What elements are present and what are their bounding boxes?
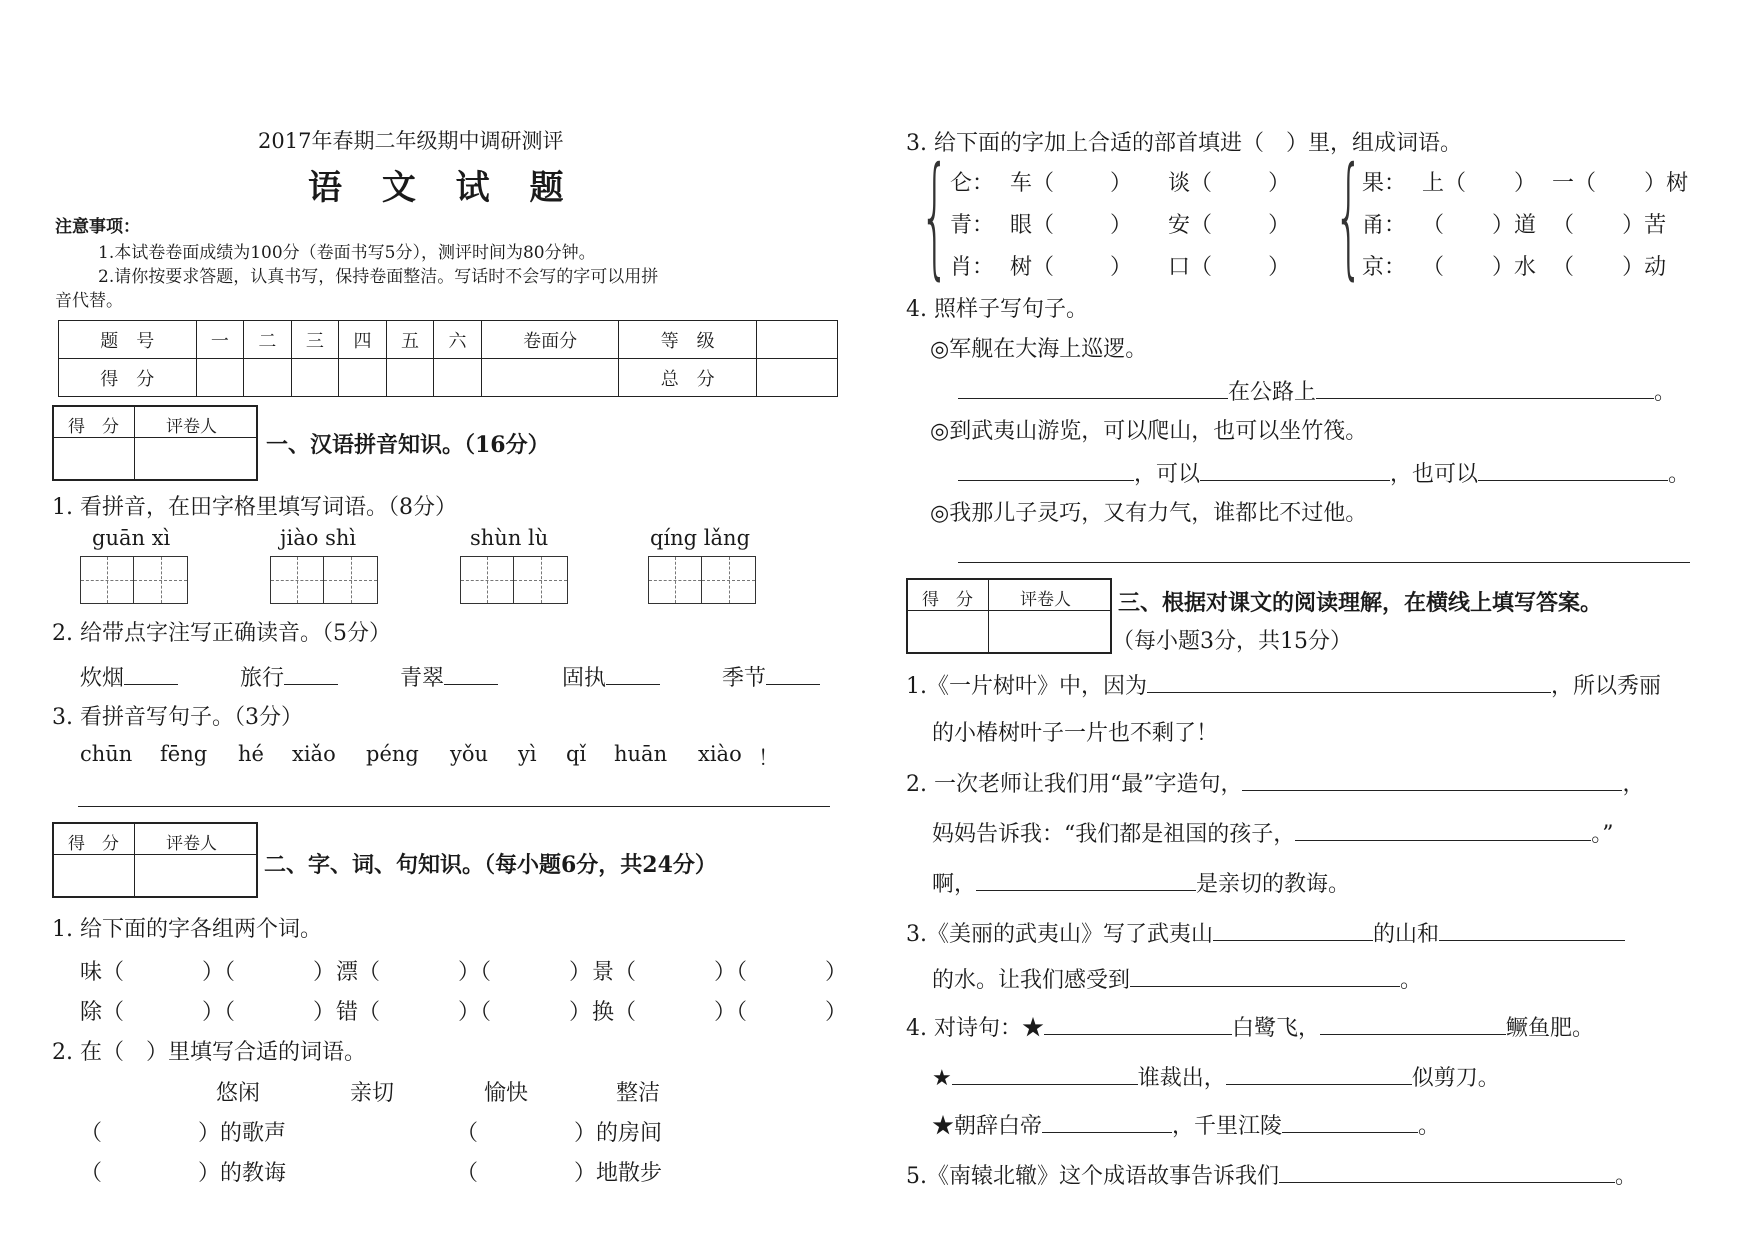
q-text: 1.《一片树叶》中，因为 (906, 674, 1147, 700)
score-table-row-label: 得 分 (59, 359, 197, 397)
radical-text: （ (1422, 255, 1445, 280)
score-table-cell[interactable] (757, 359, 838, 397)
fill-item-text: ）的教诲 (198, 1161, 287, 1186)
radical-text: ）动 (1622, 255, 1667, 280)
tianzige-group[interactable] (460, 556, 568, 608)
group-char: 景 (592, 960, 615, 985)
word-option: 整洁 (616, 1081, 661, 1106)
group-char: 除 (80, 1000, 103, 1025)
imitate-text: ，也可以 (1390, 462, 1479, 488)
q-text: 5.《南辕北辙》这个成语故事告诉我们 (906, 1164, 1279, 1190)
tianzige-group[interactable] (270, 556, 378, 608)
left-brace: { (920, 139, 950, 293)
imitate-text: 在公路上 (1228, 380, 1317, 406)
q-text: ★ (932, 1066, 952, 1092)
sentence-pinyin: chūn (80, 742, 133, 766)
section-2-score-box (52, 822, 258, 898)
score-table-header: 题 号 (59, 321, 197, 359)
sec3-question-2-end[interactable] (932, 866, 1350, 898)
notice-line-3: 音代替。 (55, 291, 123, 311)
sentence-pinyin: xiǎo (292, 742, 336, 766)
radical-text: ） (1110, 213, 1133, 238)
q-punct: 。 (1418, 1114, 1441, 1140)
q-text: 3.《美丽的武夷山》写了武夷山 (906, 922, 1213, 948)
imitate-punct: 。 (1654, 380, 1677, 406)
example-sentence: ◎我那儿子灵巧，又有力气，谁都比不过他。 (930, 501, 1368, 526)
reading-word: 青翠 (400, 666, 445, 692)
radical-text: ） (1268, 255, 1291, 280)
score-table-header: 五 (386, 321, 434, 359)
reading-item[interactable] (400, 660, 498, 692)
radical-text: （ (1552, 213, 1575, 238)
sentence-pinyin: huān (614, 742, 668, 766)
sec3-question-4-line3[interactable] (932, 1108, 1440, 1140)
q-text: 的水。让我们感受到 (932, 968, 1131, 994)
radical-text: ）苦 (1622, 213, 1667, 238)
q-punct: ， (1622, 772, 1645, 798)
score-label: 得 分 (922, 590, 973, 610)
sentence-pinyin: yǒu (450, 742, 489, 766)
score-table (58, 320, 838, 397)
section-3-title: 三、根据对课文的阅读理解，在横线上填写答案。 (1118, 590, 1603, 616)
radical-row[interactable] (1362, 208, 1666, 239)
reading-item[interactable] (240, 660, 338, 692)
sec1-question-2: 2. 给带点字注写正确读音。（5分） (52, 621, 391, 646)
sec3-question-2[interactable] (906, 766, 1645, 798)
sec3-question-3-cont[interactable] (932, 962, 1422, 994)
score-table-header: 卷面分 (481, 321, 619, 359)
radical-row[interactable] (950, 208, 1290, 239)
answer-line[interactable] (958, 562, 1690, 563)
radical-char: 肖： (950, 255, 995, 280)
radical-text: ） (1268, 171, 1291, 196)
radical-char: 青： (950, 213, 995, 238)
q-punct: 。” (1591, 822, 1614, 848)
section-1-title: 一、汉语拼音知识。（16分） (266, 432, 550, 458)
section-3-subtitle: （每小题3分，共15分） (1112, 629, 1352, 654)
q-text: ，千里江陵 (1172, 1114, 1283, 1140)
imitate-row[interactable] (958, 456, 1690, 488)
word-group-item[interactable]: 除（ ）（ ） (80, 1000, 336, 1025)
notice-line-1: 1.本试卷卷面成绩为100分（卷面书写5分），测评时间为80分钟。 (98, 243, 596, 263)
exam-subtitle: 2017年春期二年级期中调研测评 (258, 129, 564, 153)
sentence-pinyin: ！ (758, 746, 779, 770)
score-table-cell[interactable] (244, 359, 292, 397)
radical-text: ）水 (1492, 255, 1537, 280)
radical-char: 果： (1362, 171, 1407, 196)
q-text: 鳜鱼肥。 (1506, 1016, 1595, 1042)
notice-line-2: 2.请你按要求答题，认真书写，保持卷面整洁。写话时不会写的字可以用拼 (98, 267, 659, 287)
score-table-cell[interactable] (386, 359, 434, 397)
pinyin-label: jiào shì (280, 526, 357, 550)
radical-row[interactable] (1362, 250, 1666, 281)
radical-char: 京： (1362, 255, 1407, 280)
sentence-pinyin: qǐ (566, 742, 587, 766)
grader-label: 评卷人 (166, 834, 217, 854)
q-text: 啊， (932, 872, 977, 898)
q-text: 妈妈告诉我：“我们都是祖国的孩子， (932, 822, 1296, 848)
q-text: ，所以秀丽 (1551, 674, 1662, 700)
word-group-item[interactable]: 景（ ）（ ） (592, 960, 848, 985)
fill-item[interactable]: （ ）地散步 (456, 1161, 663, 1186)
reading-word: 炊烟 (80, 666, 125, 692)
pinyin-label: shùn lù (470, 526, 549, 550)
exam-title: 语 文 试 题 (308, 168, 578, 208)
score-table-header: 一 (196, 321, 244, 359)
q-text: 2. 一次老师让我们用“最”字造句， (906, 772, 1243, 798)
score-table-cell[interactable] (434, 359, 482, 397)
sec3-question-4-line2[interactable] (932, 1060, 1500, 1092)
sec3-question-4[interactable] (906, 1010, 1594, 1042)
score-table-total-label: 总 分 (619, 359, 757, 397)
radical-text: 上（ (1422, 171, 1467, 196)
radical-text: 口（ (1168, 255, 1213, 280)
sec2-question-3: 3. 给下面的字加上合适的部首填进（ ）里，组成词语。 (906, 131, 1462, 156)
section-2-title: 二、字、词、句知识。（每小题6分，共24分） (264, 852, 717, 878)
score-table-header: 二 (244, 321, 292, 359)
word-option: 亲切 (350, 1081, 395, 1106)
notice-heading: 注意事项： (55, 217, 140, 237)
answer-line[interactable] (78, 806, 830, 807)
word-group-item[interactable]: 错（ ）（ ） (336, 1000, 592, 1025)
word-option: 悠闲 (216, 1081, 261, 1106)
word-group-item[interactable]: 味（ ）（ ） (80, 960, 336, 985)
radical-row[interactable] (1362, 166, 1688, 197)
q-text: 是亲切的教诲。 (1196, 872, 1351, 898)
radical-text: ） (1110, 171, 1133, 196)
radical-char: 甬： (1362, 213, 1407, 238)
score-table-cell[interactable] (339, 359, 387, 397)
q-text: 似剪刀。 (1411, 1066, 1500, 1092)
sec3-question-1[interactable] (906, 668, 1661, 700)
q-text: ★朝辞白帝 (932, 1114, 1043, 1140)
radical-text: （ (1422, 213, 1445, 238)
grader-label: 评卷人 (166, 417, 217, 437)
word-group-item[interactable]: 漂（ ）（ ） (336, 960, 592, 985)
radical-text: （ (1552, 255, 1575, 280)
sec3-question-2-cont[interactable] (932, 816, 1614, 848)
fill-item-text: ）的歌声 (198, 1121, 287, 1146)
score-table-header: 等 级 (619, 321, 757, 359)
radical-text: ）树 (1644, 171, 1689, 196)
score-table-header: 三 (291, 321, 339, 359)
radical-text: 谈（ (1168, 171, 1213, 196)
radical-text: ）道 (1492, 213, 1537, 238)
word-group-item[interactable]: 换（ ）（ ） (592, 1000, 848, 1025)
reading-item[interactable] (722, 660, 820, 692)
group-char: 漂 (336, 960, 359, 985)
grader-label: 评卷人 (1020, 590, 1071, 610)
example-sentence: ◎军舰在大海上巡逻。 (930, 337, 1148, 362)
reading-word: 季节 (722, 666, 767, 692)
sec2-question-4: 4. 照样子写句子。 (906, 297, 1088, 322)
example-sentence: ◎到武夷山游览，可以爬山，也可以坐竹筏。 (930, 419, 1368, 444)
tianzige-group[interactable] (80, 556, 188, 608)
group-char: 味 (80, 960, 103, 985)
fill-item-text: ）的房间 (574, 1121, 663, 1146)
sec2-question-1: 1. 给下面的字各组两个词。 (52, 917, 322, 942)
imitate-text: ，可以 (1134, 462, 1201, 488)
group-char: 错 (336, 1000, 359, 1025)
radical-text: 树（ (1010, 255, 1055, 280)
radical-text: 车（ (1010, 171, 1055, 196)
group-char: 换 (592, 1000, 615, 1025)
radical-row[interactable] (950, 166, 1290, 197)
sentence-pinyin: xiào (698, 742, 742, 766)
right-brace: { (1334, 139, 1364, 293)
q-text: 谁裁出， (1137, 1066, 1226, 1092)
radical-text: 安（ (1168, 213, 1213, 238)
pinyin-label: qíng lǎng (650, 526, 751, 550)
sec3-question-5[interactable] (906, 1158, 1637, 1190)
sec2-question-2: 2. 在（ ）里填写合适的词语。 (52, 1040, 366, 1065)
sentence-pinyin: yì (518, 742, 537, 766)
q-text: 的山和 (1373, 922, 1440, 948)
q-punct: 。 (1615, 1164, 1638, 1190)
radical-text: ） (1268, 213, 1291, 238)
radical-text: ） (1514, 171, 1537, 196)
radical-row[interactable] (950, 250, 1290, 281)
score-table-header: 四 (339, 321, 387, 359)
score-label: 得 分 (68, 417, 119, 437)
sec3-question-1-cont: 的小椿树叶子一片也不剩了！ (932, 721, 1219, 746)
q-text: 4. 对诗句：★ (906, 1016, 1044, 1042)
fill-item[interactable]: （ ）的教诲 (80, 1161, 287, 1186)
reading-item[interactable] (562, 660, 660, 692)
fill-item-text: ）地散步 (574, 1161, 663, 1186)
score-label: 得 分 (68, 834, 119, 854)
fill-item[interactable]: （ ）的房间 (456, 1121, 663, 1146)
reading-word: 旅行 (240, 666, 285, 692)
score-table-cell[interactable] (291, 359, 339, 397)
radical-text: 眼（ (1010, 213, 1055, 238)
word-option: 愉快 (484, 1081, 529, 1106)
reading-word: 固执 (562, 666, 607, 692)
radical-text: 一（ (1552, 171, 1597, 196)
sec1-question-3: 3. 看拼音写句子。（3分） (52, 705, 303, 730)
sentence-pinyin: hé (238, 742, 264, 766)
reading-item[interactable] (80, 660, 178, 692)
fill-item[interactable]: （ ）的歌声 (80, 1121, 287, 1146)
sec3-question-3[interactable] (906, 916, 1625, 948)
radical-char: 仑： (950, 171, 995, 196)
sentence-pinyin: péng (366, 742, 419, 766)
q-text: 白鹭飞， (1231, 1016, 1320, 1042)
radical-text: ） (1110, 255, 1133, 280)
section-1-score-box (52, 405, 258, 481)
sentence-pinyin: fēng (160, 742, 208, 766)
score-table-cell[interactable] (757, 321, 838, 359)
tianzige-group[interactable] (648, 556, 756, 608)
imitate-punct: 。 (1668, 462, 1691, 488)
pinyin-label: guān xì (92, 526, 171, 550)
score-table-header: 六 (434, 321, 482, 359)
sec1-question-1: 1. 看拼音，在田字格里填写词语。（8分） (52, 495, 457, 520)
q-punct: 。 (1400, 968, 1423, 994)
section-3-score-box (906, 578, 1112, 654)
score-table-cell[interactable] (196, 359, 244, 397)
score-table-cell[interactable] (481, 359, 619, 397)
imitate-row[interactable] (958, 374, 1676, 406)
